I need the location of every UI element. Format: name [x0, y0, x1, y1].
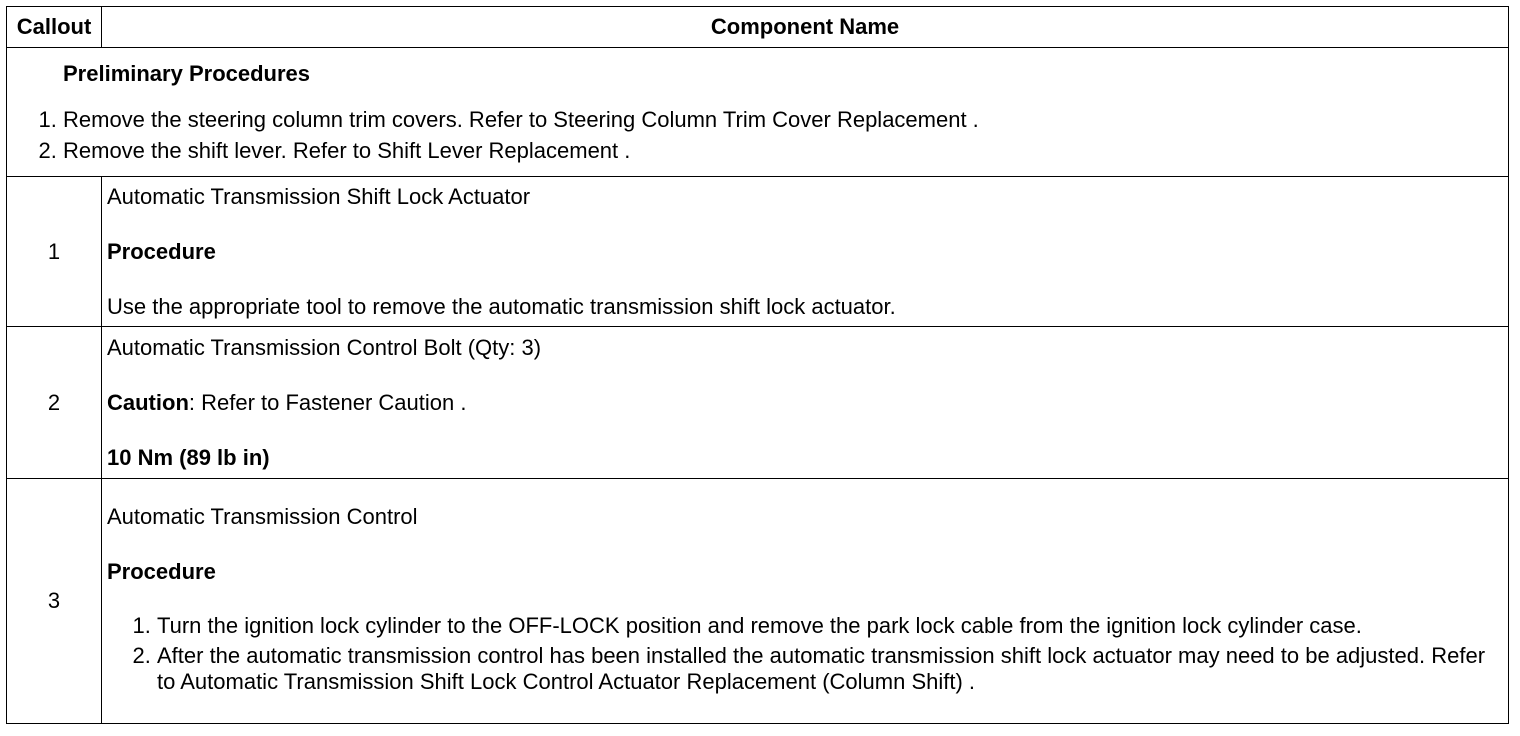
callout-header: Callout — [7, 7, 102, 48]
caution-label: Caution — [107, 389, 189, 415]
preliminary-step: 2. Remove the shift lever. Refer to Shift Lever Replacement . — [63, 138, 1508, 164]
procedure-label: Procedure — [107, 238, 216, 264]
component-cell — [102, 177, 1509, 327]
callout-number: 3 — [7, 479, 102, 724]
procedure-step: 1. Turn the ignition lock cylinder to the OFF-LOCK position and remove the park lock cable from the ignition lock cylinder case. — [157, 613, 1500, 639]
table-row — [7, 177, 1509, 327]
component-cell — [102, 327, 1509, 479]
callout-number: 1 — [7, 177, 102, 327]
table-row — [7, 327, 1509, 479]
procedure-label: Procedure — [107, 558, 216, 584]
component-name: Automatic Transmission Shift Lock Actuator — [107, 183, 531, 209]
preliminary-cell — [7, 48, 1509, 177]
procedure-table — [6, 6, 1509, 724]
callout-number: 2 — [7, 327, 102, 479]
component-name: Automatic Transmission Control — [107, 503, 418, 529]
header-row — [7, 7, 1509, 48]
preliminary-title: Preliminary Procedures — [63, 61, 311, 86]
table-row — [7, 479, 1509, 724]
procedure-text: Use the appropriate tool to remove the automatic transmission shift lock actuator. — [107, 293, 896, 319]
procedure-steps — [107, 613, 1500, 695]
torque-spec: 10 Nm (89 lb in) — [107, 444, 270, 470]
preliminary-step: 1. Remove the steering column trim covers. Refer to Steering Column Trim Cover Replacement . — [63, 107, 1508, 133]
preliminary-row — [7, 48, 1509, 177]
component-name-header: Component Name — [102, 7, 1509, 48]
procedure-step: 2. After the automatic transmission control has been installed the automatic transmission shift lock actuator may need to be adjusted. Refer to Automatic Transmission Shift Lock Control Actuator Replacement (Column Shift) . — [157, 643, 1500, 695]
component-name: Automatic Transmission Control Bolt (Qty: 3) — [107, 334, 542, 360]
caution-text: : Refer to Fastener Caution . — [188, 389, 467, 415]
caution-line — [107, 390, 1500, 416]
component-cell — [102, 479, 1509, 724]
preliminary-steps — [7, 107, 1508, 164]
